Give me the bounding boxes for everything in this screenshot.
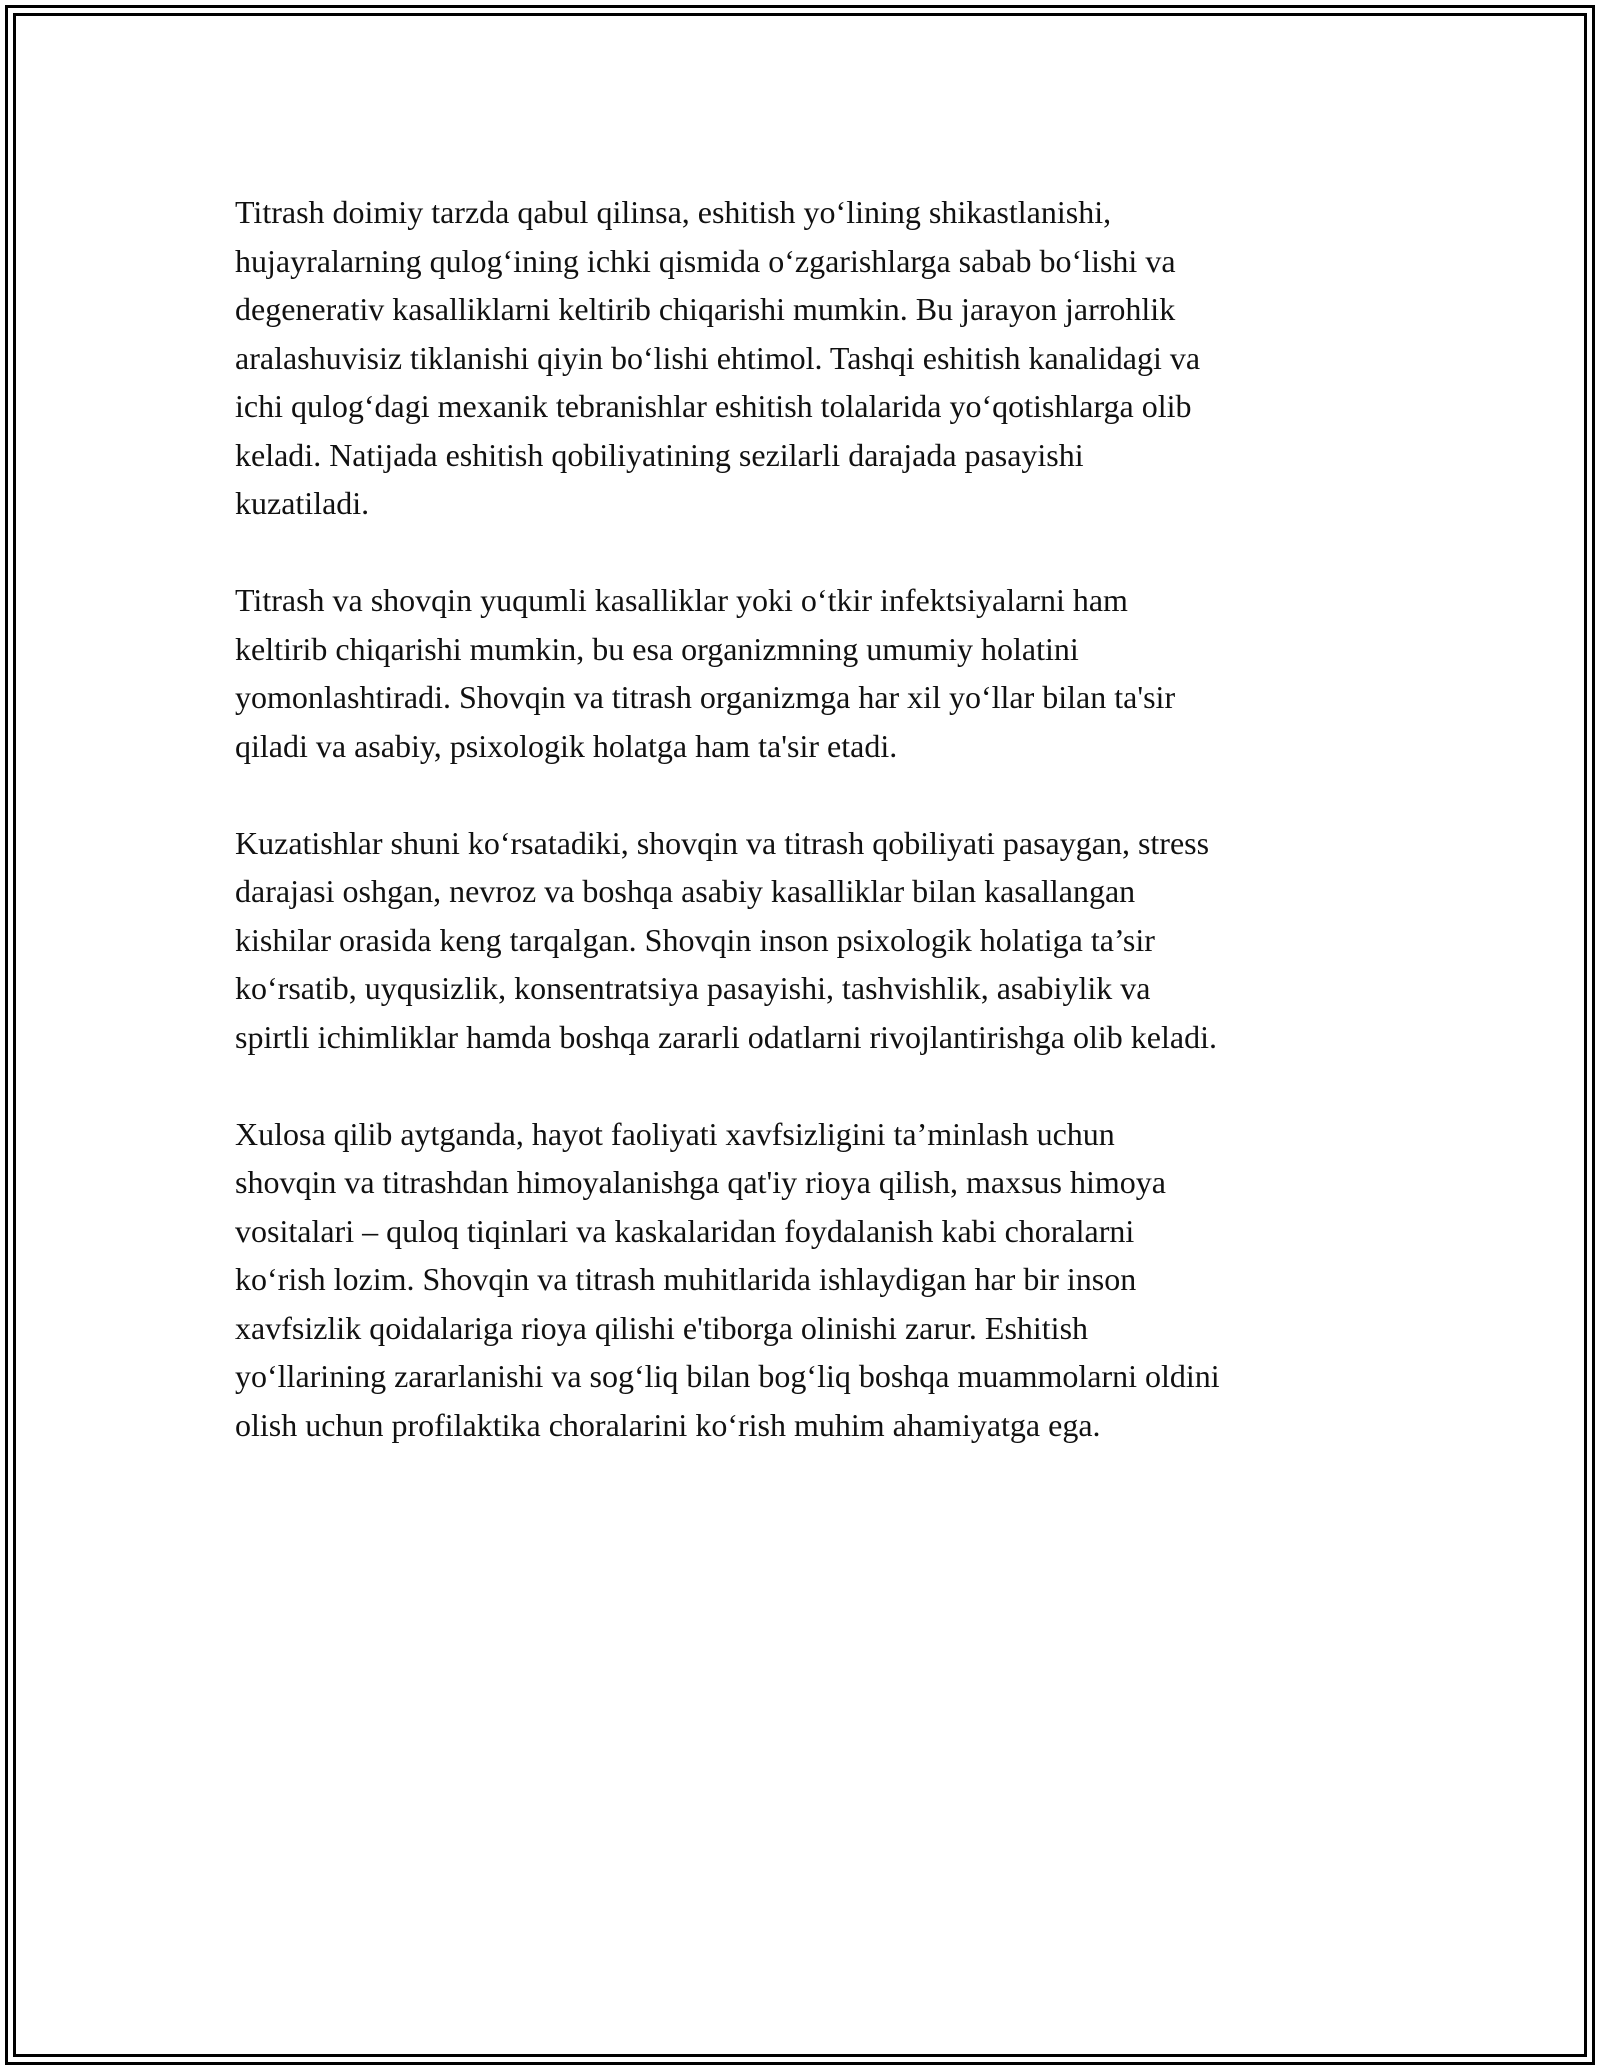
document-body xyxy=(235,188,1370,1498)
paragraph-infections: Titrash va shovqin yuqumli kasalliklar yoki o‘tkir infektsiyalarni ham keltirib chiqarishi mumkin, bu esa organizmning umumiy holatini yomonlashtiradi. Shovqin va titrash organizmga har xil yo‘llar bilan ta'sir qiladi va asabiy, psixologik holatga ham ta'sir etadi. xyxy=(235,582,1176,764)
paragraph-conclusion: Xulosa qilib aytganda, hayot faoliyati xavfsizligini ta’minlash uchun shovqin va titrashdan himoyalanishga qat'iy rioya qilish, maxsus himoya vositalari – quloq tiqinlari va kaskalaridan foydalanish kabi choralarni ko‘rish lozim. Shovqin va titrash muhitlarida ishlaydigan har bir inson xavfsizlik qoidalariga rioya qilishi e'tiborga olinishi zarur. Eshitish yo‘llarining zararlanishi va sog‘liq bilan bog‘liq boshqa muammolarni oldini olish uchun profilaktika choralarini ko‘rish muhim ahamiyatga ega. xyxy=(235,1115,1220,1443)
paragraph-hearing-damage: Titrash doimiy tarzda qabul qilinsa, eshitish yo‘lining shikastlanishi, hujayralarning qulog‘ining ichki qismida o‘zgarishlarga sabab bo‘lishi va degenerativ kasalliklarni keltirib chiqarishi mumkin. Bu jarayon jarrohlik aralashuvisiz tiklanishi qiyin bo‘lishi ehtimol. Tashqi eshitish kanalidagi va ichi qulog‘dagi mexanik tebranishlar eshitish tolalarida yo‘qotishlarga olib keladi. Natijada eshitish qobiliyatining sezilarli darajada pasayishi kuzatiladi. xyxy=(235,194,1201,521)
paragraph-psychological-effects: Kuzatishlar shuni ko‘rsatadiki, shovqin va titrash qobiliyati pasaygan, stress darajasi oshgan, nevroz va boshqa asabiy kasalliklar bilan kasallangan kishilar orasida keng tarqalgan. Shovqin inson psixologik holatiga ta’sir ko‘rsatib, uyqusizlik, konsentratsiya pasayishi, tashvishlik, asabiylik va spirtli ichimliklar hamda boshqa zararli odatlarni rivojlantirishga olib keladi. xyxy=(235,824,1217,1055)
